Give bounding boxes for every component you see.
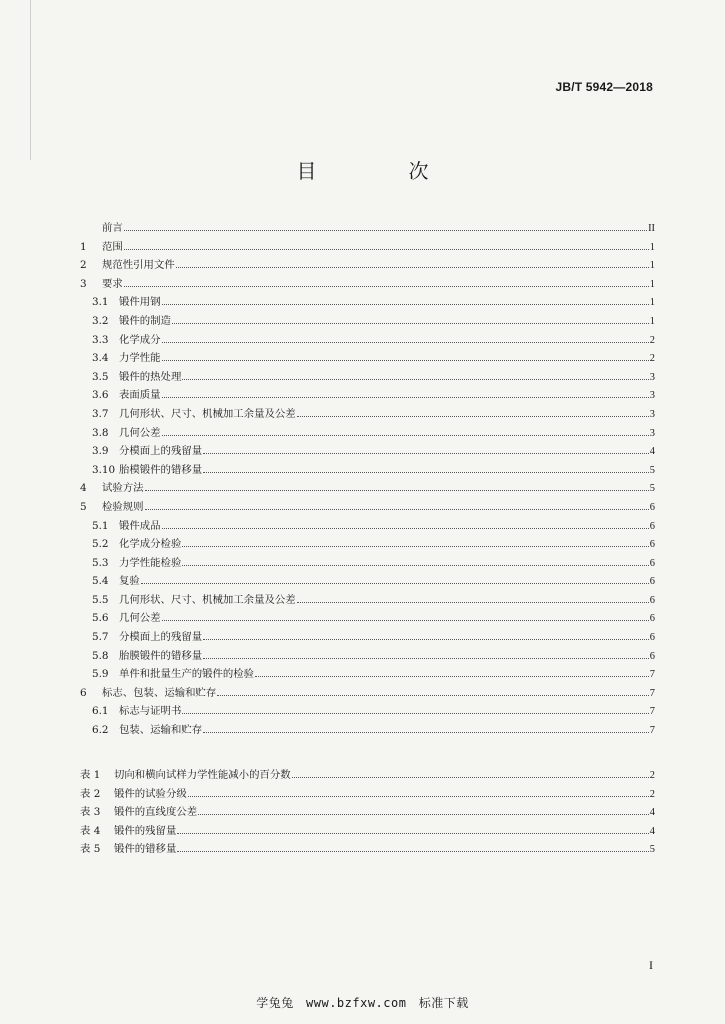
toc-entry-page: 6 (649, 557, 655, 569)
toc-entry-page: 1 (649, 241, 655, 253)
toc-entry[interactable] (80, 331, 655, 350)
table-list-entry-title: 锻件的错移量 (114, 843, 177, 856)
toc-dot-leader (124, 238, 649, 250)
toc-dot-leader (145, 479, 649, 491)
toc-entry-page: 3 (649, 390, 655, 402)
table-list-entry[interactable] (80, 840, 655, 859)
footer-site-name: 学兔兔 (256, 996, 294, 1010)
toc-entry-title: 力学性能 (119, 352, 161, 365)
toc-entry-page: 7 (649, 706, 655, 718)
toc-entry-number: 3.1 (92, 296, 109, 309)
toc-entry-number: 5.9 (92, 668, 109, 681)
toc-entry[interactable] (80, 424, 655, 443)
toc-entry-number: 3.6 (92, 389, 109, 402)
toc-entry-title: 前言 (102, 222, 123, 234)
table-list-entry-title: 锻件的试验分级 (114, 787, 187, 800)
toc-entry-page: 1 (649, 315, 655, 327)
toc-dot-leader (141, 572, 649, 584)
toc-dot-leader (203, 628, 649, 640)
table-of-contents (80, 219, 655, 740)
toc-entry-title: 分模面上的残留量 (119, 631, 203, 644)
toc-entry-number: 6.1 (92, 705, 109, 718)
toc-entry[interactable] (80, 721, 655, 740)
toc-entry-number: 3.9 (92, 445, 109, 458)
list-of-tables (80, 766, 655, 859)
toc-dot-leader (203, 461, 649, 473)
toc-entry-title: 包装、运输和贮存 (119, 724, 203, 737)
toc-entry-title: 化学成分检验 (119, 538, 182, 551)
toc-entry-number: 5.8 (92, 649, 109, 662)
toc-dot-leader (162, 293, 649, 305)
table-list-entry[interactable] (80, 803, 655, 822)
toc-entry-title: 化学成分 (119, 333, 161, 346)
toc-entry-page: 3 (649, 371, 655, 383)
toc-dot-leader (172, 312, 649, 324)
toc-entry[interactable] (80, 684, 655, 703)
toc-entry[interactable] (80, 275, 655, 294)
toc-entry-number: 5.6 (92, 612, 109, 625)
table-list-entry-page: 5 (649, 844, 655, 856)
footer-watermark (0, 994, 725, 1011)
toc-entry-title: 要求 (102, 277, 123, 290)
toc-dot-leader (203, 442, 649, 454)
toc-entry-number: 5.7 (92, 631, 109, 644)
toc-entry-title: 锻件用钢 (119, 296, 161, 309)
table-list-dot-leader (177, 840, 648, 852)
toc-entry-number: 3 (80, 277, 87, 290)
toc-dot-leader (203, 721, 649, 733)
footer-tagline: 标准下载 (418, 996, 469, 1010)
toc-dot-leader (217, 684, 649, 696)
toc-entry-title: 表面质量 (119, 389, 161, 402)
toc-entry-page: 5 (649, 464, 655, 476)
toc-entry-title: 胎模锻件的错移量 (119, 463, 203, 476)
toc-entry-page: 6 (649, 539, 655, 551)
table-list-entry-title: 锻件的残留量 (114, 824, 177, 837)
toc-entry-title: 试验方法 (102, 482, 144, 495)
toc-entry-title: 力学性能检验 (119, 556, 182, 569)
toc-entry-page: 6 (649, 613, 655, 625)
toc-dot-leader (255, 665, 649, 677)
toc-entry[interactable] (80, 386, 655, 405)
toc-entry-page: 1 (649, 260, 655, 272)
toc-entry[interactable] (80, 405, 655, 424)
page-number: I (649, 958, 653, 972)
toc-entry-title: 范围 (102, 240, 123, 253)
toc-entry-number: 5.3 (92, 556, 109, 569)
toc-entry-title: 胎膜锻件的错移量 (119, 649, 203, 662)
toc-entry[interactable] (80, 219, 655, 238)
toc-entry[interactable] (80, 609, 655, 628)
toc-entry-title: 几何形状、尺寸、机械加工余量及公差 (119, 593, 296, 606)
toc-dot-leader (162, 386, 649, 398)
table-list-entry-number: 表 2 (80, 787, 101, 800)
toc-dot-leader (297, 591, 649, 603)
table-list-entry[interactable] (80, 822, 655, 841)
table-list-dot-leader (177, 822, 648, 834)
toc-entry[interactable] (80, 312, 655, 331)
toc-entry-number: 6.2 (92, 724, 109, 737)
toc-entry-title: 几何形状、尺寸、机械加工余量及公差 (119, 407, 296, 420)
toc-entry-title: 锻件的热处理 (119, 370, 182, 383)
toc-entry-title: 检验规则 (102, 500, 144, 513)
table-list-entry-page: 4 (649, 825, 655, 837)
toc-entry[interactable] (80, 293, 655, 312)
table-list-dot-leader (188, 785, 649, 797)
table-list-entry-number: 表 5 (80, 843, 101, 856)
toc-entry-page: 3 (649, 408, 655, 420)
toc-entry[interactable] (80, 368, 655, 387)
toc-entry-page: 2 (649, 353, 655, 365)
toc-entry-page: 6 (649, 576, 655, 588)
toc-entry[interactable] (80, 238, 655, 257)
toc-entry[interactable] (80, 702, 655, 721)
toc-entry[interactable] (80, 554, 655, 573)
toc-entry-title: 标志、包装、运输和贮存 (102, 686, 217, 699)
toc-entry-page: 7 (649, 725, 655, 737)
toc-entry[interactable] (80, 442, 655, 461)
toc-entry-number: 3.8 (92, 426, 109, 439)
toc-dot-leader (124, 275, 649, 287)
toc-entry-number: 1 (80, 240, 87, 253)
toc-entry-page: 2 (649, 334, 655, 346)
toc-dot-leader (162, 517, 649, 529)
toc-dot-leader (297, 405, 649, 417)
toc-entry[interactable] (80, 479, 655, 498)
toc-entry-number: 3.3 (92, 333, 109, 346)
toc-entry-page: 3 (649, 427, 655, 439)
toc-entry-number: 6 (80, 686, 87, 699)
table-list-dot-leader (198, 803, 649, 815)
binding-line (30, 0, 31, 160)
toc-entry-page: 6 (649, 632, 655, 644)
toc-entry-number: 3.2 (92, 314, 109, 327)
toc-entry[interactable] (80, 572, 655, 591)
toc-entry-page: 6 (649, 501, 655, 513)
toc-entry-page: 6 (649, 650, 655, 662)
toc-entry-page: 1 (649, 297, 655, 309)
toc-entry-title: 复验 (119, 575, 140, 588)
standard-code: JB/T 5942—2018 (555, 80, 653, 94)
toc-dot-leader (162, 424, 649, 436)
toc-dot-leader (203, 647, 649, 659)
toc-entry[interactable] (80, 628, 655, 647)
toc-entry[interactable] (80, 349, 655, 368)
toc-dot-leader (145, 498, 649, 510)
toc-dot-leader (182, 554, 648, 566)
toc-entry-number: 5 (80, 500, 87, 513)
toc-entry[interactable] (80, 647, 655, 666)
toc-entry-page: 6 (649, 594, 655, 606)
toc-dot-leader (124, 219, 647, 231)
toc-dot-leader (182, 535, 648, 547)
toc-dot-leader (162, 331, 649, 343)
toc-entry-page: 4 (649, 446, 655, 458)
toc-entry-number: 2 (80, 259, 87, 272)
toc-entry-number: 5.2 (92, 538, 109, 551)
toc-entry-number: 3.7 (92, 407, 109, 420)
toc-entry[interactable] (80, 535, 655, 554)
toc-entry-number: 3.5 (92, 370, 109, 383)
footer-url[interactable]: www.bzfxw.com (306, 996, 407, 1010)
toc-entry-title: 锻件成品 (119, 519, 161, 532)
table-list-entry-page: 4 (649, 807, 655, 819)
toc-entry-title: 标志与证明书 (119, 705, 182, 718)
toc-entry-page: 5 (649, 483, 655, 495)
toc-entry-title: 几何公差 (119, 612, 161, 625)
table-list-entry-page: 2 (649, 770, 655, 781)
toc-entry[interactable] (80, 591, 655, 610)
toc-entry-title: 分模面上的残留量 (119, 445, 203, 458)
table-list-entry-title: 切向和横向试样力学性能减小的百分数 (114, 769, 291, 781)
table-list-entry-page: 2 (649, 788, 655, 800)
table-list-entry-title: 锻件的直线度公差 (114, 806, 198, 819)
toc-entry-number: 3.10 (92, 463, 116, 476)
toc-entry-title: 几何公差 (119, 426, 161, 439)
table-list-dot-leader (292, 766, 649, 778)
toc-entry-number: 5.1 (92, 519, 109, 532)
toc-dot-leader (176, 256, 649, 268)
toc-entry-number: 4 (80, 482, 87, 495)
toc-title: 目 次 (296, 159, 465, 183)
toc-entry-page: 1 (649, 278, 655, 290)
toc-entry-title: 规范性引用文件 (102, 259, 175, 272)
toc-entry-number: 3.4 (92, 352, 109, 365)
toc-entry[interactable] (80, 461, 655, 480)
table-list-entry[interactable] (80, 785, 655, 804)
toc-entry-title: 单件和批量生产的锻件的检验 (119, 668, 255, 681)
toc-entry-number: 5.4 (92, 575, 109, 588)
toc-entry-page: 7 (649, 687, 655, 699)
toc-entry[interactable] (80, 665, 655, 684)
toc-dot-leader (182, 702, 648, 714)
toc-dot-leader (162, 349, 649, 361)
toc-entry[interactable] (80, 498, 655, 517)
toc-dot-leader (182, 368, 648, 380)
toc-entry[interactable] (80, 517, 655, 536)
table-list-entry-number: 表 4 (80, 824, 101, 837)
toc-entry-page: II (648, 223, 655, 234)
toc-entry-page: 7 (649, 669, 655, 681)
toc-entry-number: 5.5 (92, 593, 109, 606)
toc-entry-title: 锻件的制造 (119, 314, 171, 327)
toc-entry[interactable] (80, 256, 655, 275)
table-list-entry-number: 表 1 (80, 769, 101, 781)
table-list-entry-number: 表 3 (80, 806, 101, 819)
table-list-entry[interactable] (80, 766, 655, 785)
toc-entry-page: 6 (649, 520, 655, 532)
toc-dot-leader (162, 609, 649, 621)
